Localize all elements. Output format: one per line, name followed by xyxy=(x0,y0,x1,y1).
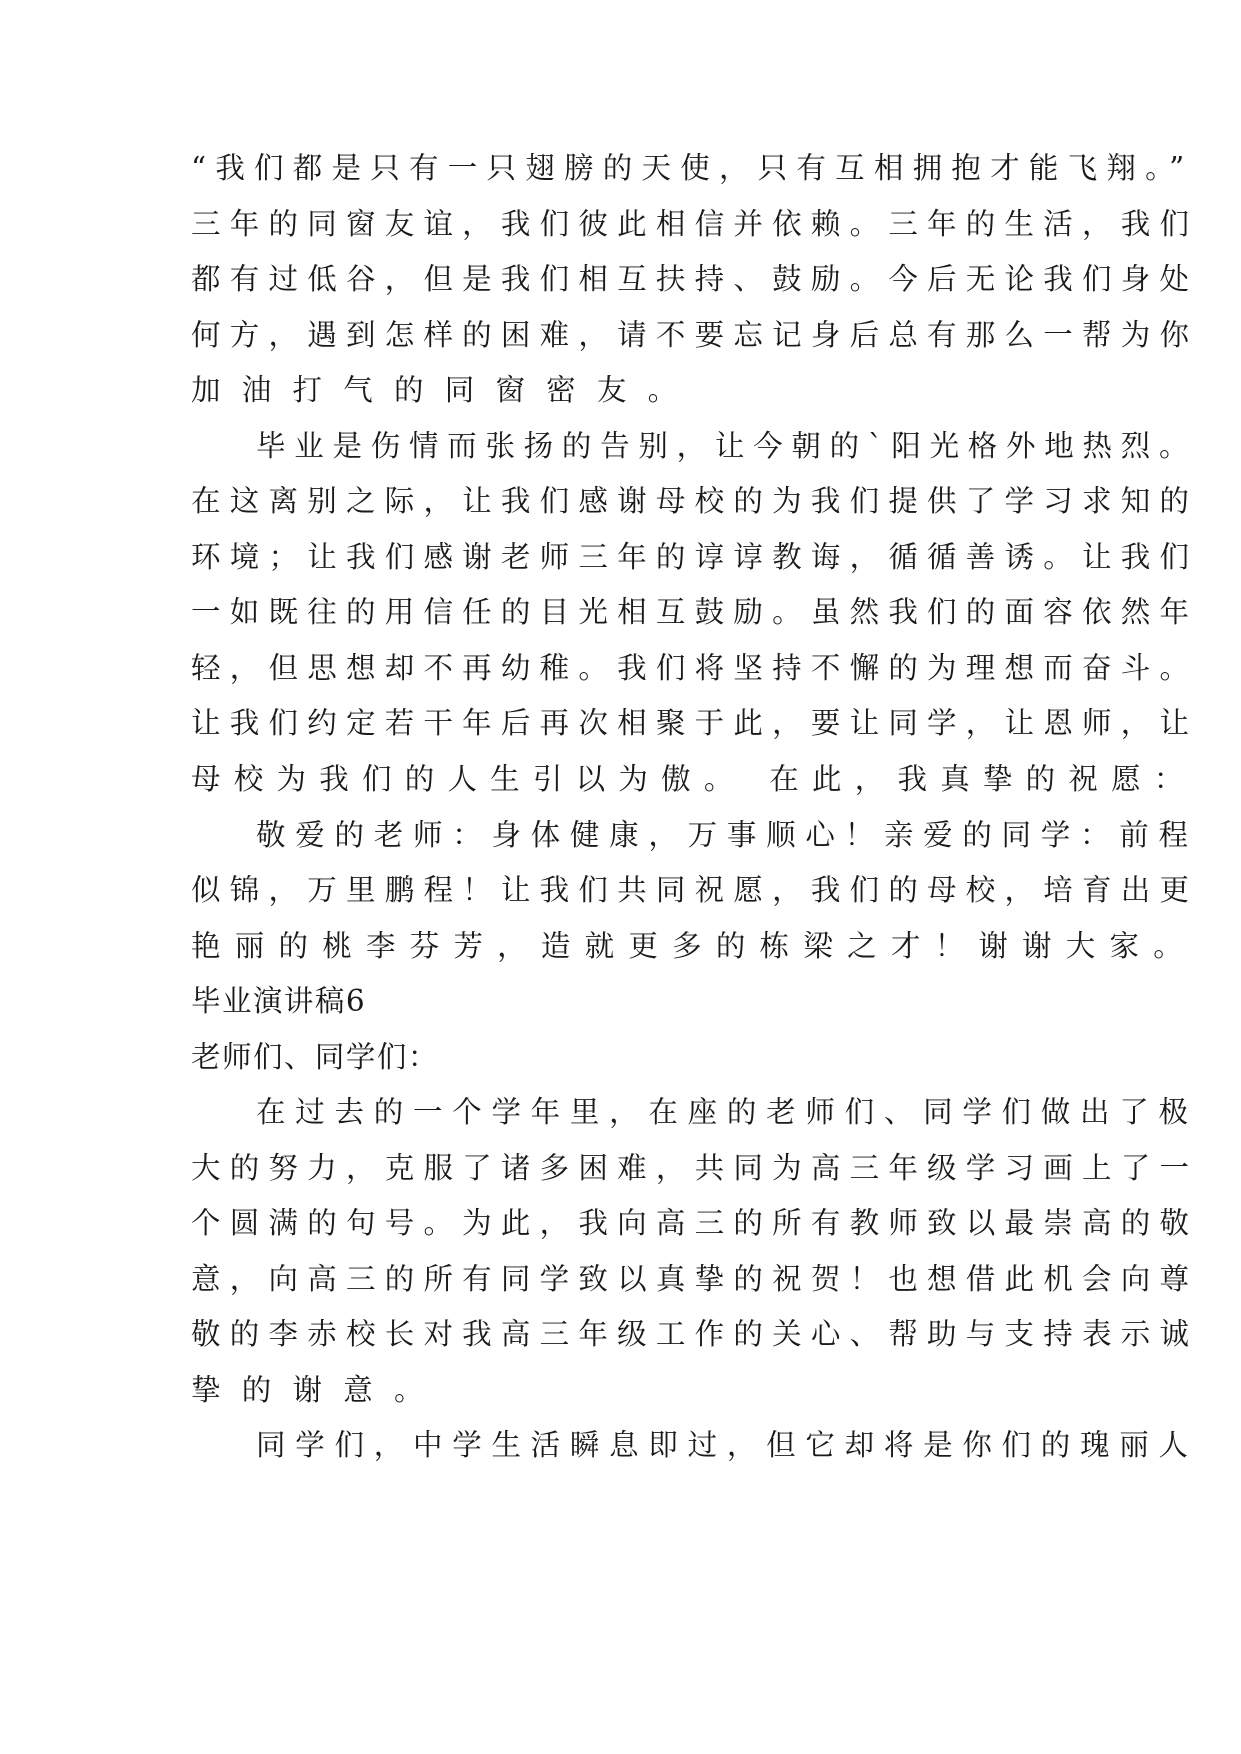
section-heading: 毕业演讲稿6 xyxy=(191,984,367,1018)
salutation-line: 老师们、同学们： xyxy=(191,1040,439,1074)
text-line: 同学们，中学生活瞬息即过，但它却将是你们的瑰丽人 xyxy=(256,1428,1198,1462)
text-line: 母校为我们的人生引以为傲。 在此，我真挚的祝愿： xyxy=(191,762,1197,796)
text-line: 大的努力，克服了诸多困难，共同为高三年级学习画上了一 xyxy=(191,1151,1199,1185)
text-line: 在这离别之际，让我们感谢母校的为我们提供了学习求知的 xyxy=(191,484,1199,518)
text-line: 都有过低谷，但是我们相互扶持、鼓励。今后无论我们身处 xyxy=(191,262,1199,296)
text-line: 敬爱的老师：身体健康，万事顺心！亲爱的同学：前程 xyxy=(256,818,1198,852)
text-line: 毕业是伤情而张扬的告别，让今朝的`阳光格外地热烈。 xyxy=(256,429,1198,463)
text-line: 让我们约定若干年后再次相聚于此，要让同学，让恩师，让 xyxy=(191,706,1199,740)
text-line: 似锦，万里鹏程！让我们共同祝愿，我们的母校，培育出更 xyxy=(191,873,1199,907)
text-line: 何方，遇到怎样的困难，请不要忘记身后总有那么一帮为你 xyxy=(191,318,1199,352)
text-line: 一如既往的用信任的目光相互鼓励。虽然我们的面容依然年 xyxy=(191,595,1199,629)
text-line: 环境；让我们感谢老师三年的谆谆教诲，循循善诱。让我们 xyxy=(191,540,1199,574)
text-line: 意，向高三的所有同学致以真挚的祝贺！也想借此机会向尊 xyxy=(191,1262,1199,1296)
text-line: 挚的谢意。 xyxy=(191,1373,445,1407)
text-line: 在过去的一个学年里，在座的老师们、同学们做出了极 xyxy=(256,1095,1198,1129)
text-line: “我们都是只有一只翅膀的天使，只有互相拥抱才能飞翔。” xyxy=(191,151,1194,185)
text-line: 三年的同窗友谊，我们彼此相信并依赖。三年的生活，我们 xyxy=(191,207,1199,241)
text-line: 艳丽的桃李芬芳，造就更多的栋梁之才！谢谢大家。 xyxy=(191,929,1198,963)
text-line: 个圆满的句号。为此，我向高三的所有教师致以最崇高的敬 xyxy=(191,1206,1199,1240)
text-line: 轻，但思想却不再幼稚。我们将坚持不懈的为理想而奋斗。 xyxy=(191,651,1199,685)
text-line: 加油打气的同窗密友。 xyxy=(191,373,699,407)
text-line: 敬的李赤校长对我高三年级工作的关心、帮助与支持表示诚 xyxy=(191,1317,1199,1351)
